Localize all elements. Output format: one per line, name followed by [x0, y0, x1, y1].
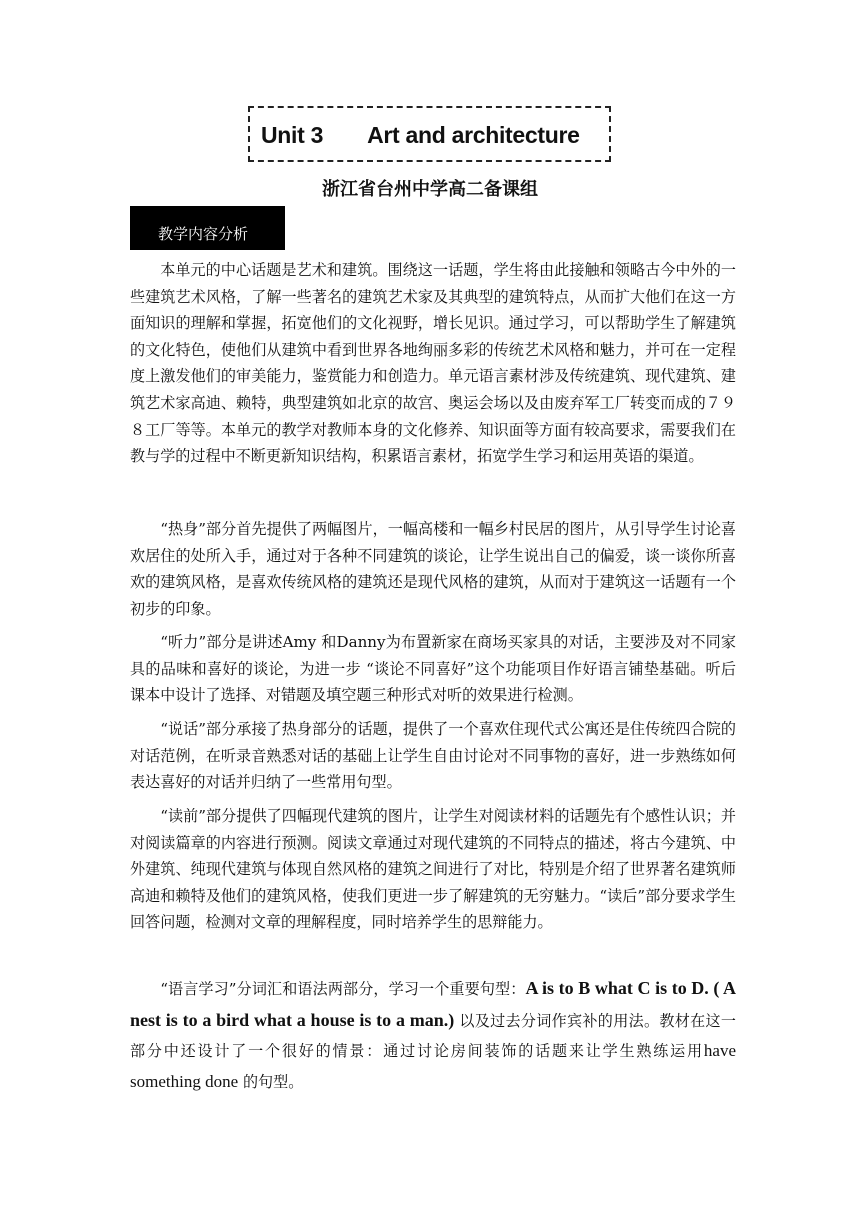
- paragraph-language-study: [130, 973, 736, 1097]
- paragraph-warming-up: “热身”部分首先提供了两幅图片，一幅高楼和一幅乡村民居的图片，从引导学生讨论喜欢居住的处所入手，通过对于各种不同建筑的谈论，让学生说出自己的偏爱，谈一谈你所喜欢的建筑风格，是喜欢传统风格的建筑还是现代风格的建筑，从而对于建筑这一话题有一个初步的印象。: [130, 520, 736, 618]
- structure-example: have something done: [130, 1041, 736, 1091]
- paragraph-reading: “读前”部分提供了四幅现代建筑的图片，让学生对阅读材料的话题先有个感性认识；并对阅读篇章的内容进行预测。阅读文章通过对现代建筑的不同特点的描述，将古今建筑、中外建筑、纯现代建筑与体现自然风格的建筑之间进行了对比，特别是介绍了世界著名建筑师高迪和赖特及他们的建筑风格，使我们更进一步了解建筑的无穷魅力。“读后”部分要求学生回答问题，检测对文章的理解程度，同时培养学生的思辩能力。: [130, 807, 736, 932]
- language-study-text-3: 的句型。: [238, 1072, 304, 1091]
- document-title: [261, 122, 580, 149]
- title-topic: Art and architecture: [367, 122, 580, 148]
- language-study-text: “语言学习”分词汇和语法两部分，学习一个重要句型：: [160, 980, 526, 998]
- key-sentence-pattern: A is to B what C is to D. ( A nest is to a bird what a house is to a man.): [130, 978, 737, 1030]
- paragraph-listening: “听力”部分是讲述Amy 和Danny为布置新家在商场买家具的对话，主要涉及对不同家具的品味和喜好的谈论，为进一步 “谈论不同喜好”这个功能项目作好语言铺垫基础。听后课本中设计了选择、对错题及填空题三种形式对听的效果进行检测。: [130, 633, 736, 705]
- title-frame: [248, 106, 611, 162]
- paragraph-speaking: “说话”部分承接了热身部分的话题，提供了一个喜欢住现代式公寓还是住传统四合院的对话范例，在听录音熟悉对话的基础上让学生自由讨论对不同事物的喜好，进一步熟练如何表达喜好的对话并归纳了一些常用句型。: [130, 720, 736, 792]
- paragraph-intro: 本单元的中心话题是艺术和建筑。围绕这一话题，学生将由此接触和领略古今中外的一些建筑艺术风格，了解一些著名的建筑艺术家及其典型的建筑特点，从而扩大他们在这一方面知识的理解和掌握，拓宽他们的文化视野，增长见识。通过学习，可以帮助学生了解建筑的文化特色，使他们从建筑中看到世界各地绚丽多彩的传统艺术风格和魅力，并可在一定程度上激发他们的审美能力，鉴赏能力和创造力。单元语言素材涉及传统建筑、现代建筑、建筑艺术家高迪、赖特，典型建筑如北京的故宫、奥运会场以及由废弃军工厂转变而成的７９８工厂等等。本单元的教学对教师本身的文化修养、知识面等方面有较高要求，需要我们在教与学的过程中不断更新知识结构，积累语言素材，拓宽学生学习和运用英语的渠道。: [130, 261, 736, 466]
- section-heading: 教学内容分析: [130, 206, 285, 250]
- title-unit: Unit 3: [261, 122, 324, 148]
- language-study-text-2: 以及过去分词作宾补的用法。教材在这一部分中还设计了一个很好的情景：通过讨论房间装饰的话题来让学生熟练运用: [130, 1011, 736, 1060]
- document-subtitle: 浙江省台州中学高二备课组: [322, 179, 538, 200]
